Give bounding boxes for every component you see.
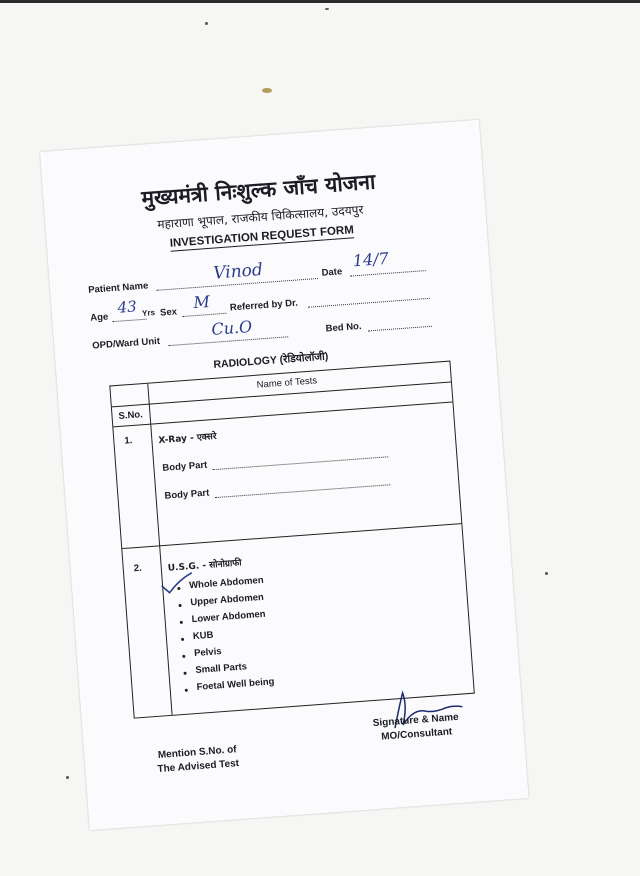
sex-line [182,313,226,317]
footer-signature-label: Signature & Name MO/Consultant [372,711,460,743]
usg-option-kub: KUB [192,629,214,643]
scan-speck [325,8,329,10]
usg-option-whole-abdomen: Whole Abdomen [188,574,264,592]
form-title: INVESTIGATION REQUEST FORM [169,224,355,250]
age-value: 43 [116,297,138,317]
scan-edge [0,0,640,3]
usg-option-upper-abdomen: Upper Abdomen [190,591,265,609]
date-label: Date [321,266,343,279]
usg-option-small-parts: Small Parts [194,661,248,676]
age-line [113,319,147,322]
option-bullet [178,604,181,607]
option-bullet [185,689,188,692]
footer-advised-test-note: Mention S.No. of The Advised Test [157,744,240,776]
scan-speck [205,22,208,25]
scheme-title: मुख्यमंत्री निःशुल्क जाँच योजना [140,169,377,211]
radiology-section-title: RADIOLOGY (रेडियोलॉजी) [213,350,329,371]
bed-no-label: Bed No. [325,320,362,335]
tests-table [109,361,475,719]
usg-test-name: U.S.G. - सोनोग्राफी [167,558,242,574]
patient-name-value: Vinod [212,260,264,284]
body-part-1-label: Body Part [162,459,208,474]
scan-speck [545,572,548,575]
option-bullet [183,672,186,675]
scan-speck [66,776,69,779]
yrs-label: Yrs [141,308,156,318]
scan-speck [262,88,272,93]
patient-name-label: Patient Name [87,280,149,296]
body-part-2-line [215,484,391,498]
table-divider [113,401,452,427]
usg-option-lower-abdomen: Lower Abdomen [191,608,266,626]
sno-header: S.No. [118,409,144,422]
opd-ward-value: Cu.O [210,316,253,339]
option-bullet [182,655,185,658]
referred-by-line [308,298,430,308]
body-part-2-label: Body Part [164,487,210,502]
usg-option-pelvis: Pelvis [193,646,222,660]
option-bullet [181,638,184,641]
bed-no-line [368,326,432,332]
investigation-request-form [40,120,529,830]
date-line [350,270,426,277]
opd-ward-label: OPD/Ward Unit [91,335,161,352]
hospital-name: महाराणा भूपाल, राजकीय चिकित्सालय, उदयपुर [156,202,364,232]
option-bullet [180,621,183,624]
referred-by-label: Referred by Dr. [229,297,299,314]
usg-option-foetal-well-being: Foetal Well being [196,676,275,693]
body-part-1-line [213,456,389,470]
sex-value: M [192,291,211,313]
age-label: Age [89,311,109,324]
date-value: 14/7 [352,248,390,271]
row-2-sno: 2. [133,562,143,575]
table-divider [122,523,461,549]
row-1-sno: 1. [123,435,133,447]
handwritten-tick-icon [158,571,196,598]
sex-label: Sex [159,306,178,319]
xray-test-name: X-Ray - एक्सरे [158,431,217,447]
opd-ward-line [168,336,288,346]
tests-header: Name of Tests [256,375,318,391]
